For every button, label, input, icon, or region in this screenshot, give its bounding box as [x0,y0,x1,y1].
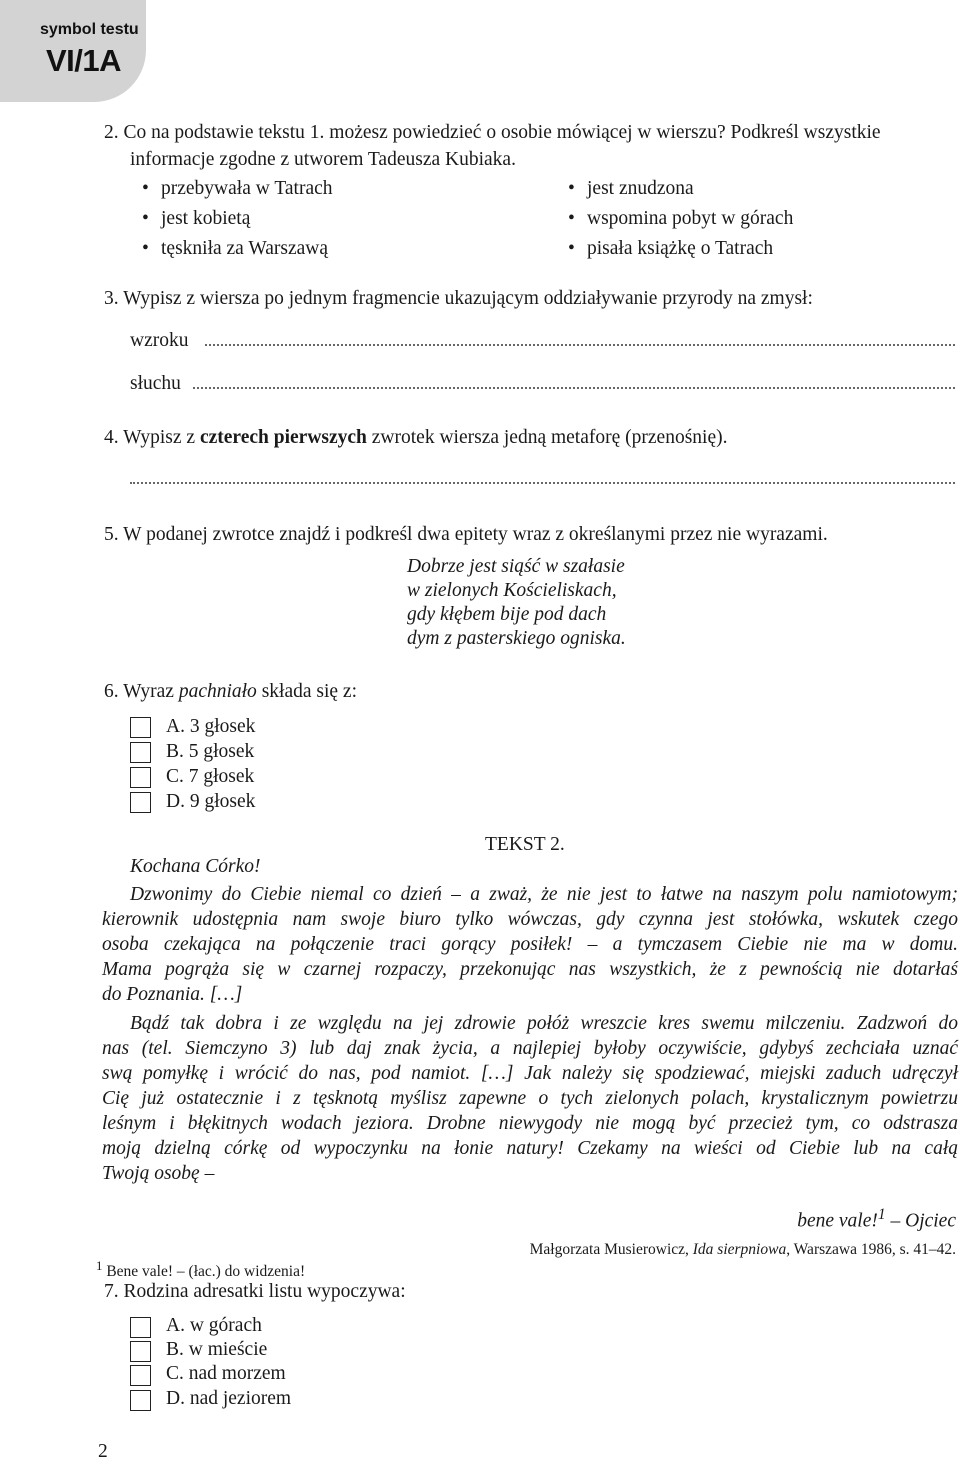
question-7-text: 7. Rodzina adresatki listu wypoczywa: [104,1281,406,1302]
q7-option-a-checkbox[interactable] [130,1317,151,1338]
metaphor-answer-line[interactable] [130,480,955,484]
letter-line: Twoją osobę – [102,1163,215,1184]
letter-line: osoba czekająca na połączenie traci gorący posiłek! – a tymczasem Ciebie nie ma w domu. [102,934,958,955]
letter-greeting: Kochana Córko! [130,856,261,877]
letter-line: kierownik udostępnia nam swoje biuro tylko wówczas, gdy czynna jest stołówka, wskutek czego [102,909,958,930]
q6-option-c-checkbox[interactable] [130,767,151,788]
q7-option-c-label: C. nad morzem [166,1363,286,1384]
poem-line: Dobrze jest siąść w szałasie [407,556,625,577]
hearing-answer-line[interactable] [193,385,955,389]
test-symbol-label: symbol testu [40,21,139,38]
letter-line: Cię już ostatecznie i z tęsknotą myślisz zapewne o tych zielonych polach, krystalicznym powietrzu [102,1088,958,1109]
letter-line: leśnym i błękitnych wodach jeziora. Drobne niewygody nie mogą być przecież tym, co odstrasza [102,1113,958,1134]
q7-option-b-checkbox[interactable] [130,1341,151,1362]
q2-option[interactable]: • tęskniła za Warszawą [142,237,328,260]
q7-option-b-label: B. w mieście [166,1339,268,1360]
letter-line: swą pomyłkę i wrócić do nas, pod namiot. […] Jak należy się spodziewać, miejski zaduch udręczył [102,1063,958,1084]
q6-option-a-checkbox[interactable] [130,717,151,738]
question-3-text: 3. Wypisz z wiersza po jednym fragmencie ukazującym oddziaływanie przyrody na zmysł: [104,288,813,309]
letter-line: nas (tel. Siemczyno 3) lub daj znak życia, a najlepiej byłoby oczywiście, gdybyś zechciała uznać [102,1038,958,1059]
q7-option-d-label: D. nad jeziorem [166,1388,292,1409]
q6-option-d-label: D. 9 głosek [166,791,256,812]
q6-option-b-label: B. 5 głosek [166,741,255,762]
q2-option[interactable]: • pisała książkę o Tatrach [568,237,773,260]
page-number: 2 [98,1441,108,1462]
q2-option[interactable]: • jest kobietą [142,207,250,230]
poem-stanza [407,555,626,651]
q2-option[interactable]: • przebywała w Tatrach [142,177,333,200]
question-2-text-line1: 2. Co na podstawie tekstu 1. możesz powiedzieć o osobie mówiącej w wierszu? Podkreśl wszystkie [104,122,881,143]
sight-field-label: wzroku [130,330,189,351]
q6-option-a-label: A. 3 głosek [166,716,256,737]
poem-line: dym z pasterskiego ogniska. [407,628,626,649]
q7-option-d-checkbox[interactable] [130,1390,151,1411]
hearing-field-label: słuchu [130,373,181,394]
letter-line: Dzwonimy do Ciebie niemal co dzień – a zważ, że nie jest to łatwe na naszym polu namiotowym; [130,884,958,905]
q2-option[interactable]: • wspomina pobyt w górach [568,207,793,230]
q6-option-d-checkbox[interactable] [130,792,151,813]
question-6-text: 6. Wyraz pachniało składa się z: [104,681,357,702]
letter-line: do Poznania. […] [102,984,243,1005]
question-4-text: 4. Wypisz z czterech pierwszych zwrotek wiersza jedną metaforę (przenośnię). [104,427,728,448]
q7-option-c-checkbox[interactable] [130,1365,151,1386]
footnote: $^1$ Bene vale! – (łac.) do widzenia! [96,1258,306,1281]
question-2-text-line2: informacje zgodne z utworem Tadeusza Kubiaka. [130,149,516,170]
poem-line: gdy kłębem bije pod dach [407,604,607,625]
question-5-text: 5. W podanej zwrotce znajdź i podkreśl dwa epitety wraz z określanymi przez nie wyrazami. [104,524,828,545]
letter-line: Mama pogrąża się w czarnej rozpaczy, przekonując nas wszystkich, że z pewnością nie dotarłaś [102,959,958,980]
text-2-heading: TEKST 2. [485,834,565,855]
test-symbol-code: VI/1A [46,43,122,78]
test-symbol-badge [0,0,146,102]
sight-answer-line[interactable] [205,342,955,346]
q6-option-b-checkbox[interactable] [130,742,151,763]
footnote-reference: 1 [877,1206,886,1223]
source-citation: Małgorzata Musierowicz, Ida sierpniowa, Warszawa 1986, s. 41–42. [529,1241,956,1258]
letter-signoff: bene vale!$^1$ – Ojciec [797,1206,956,1232]
letter-line: Bądź tak dobra i ze względu na jej zdrowie połóż wreszcie kres swemu milczeniu. Zadzwoń do [130,1013,958,1034]
q7-option-a-label: A. w górach [166,1315,262,1336]
letter-line: moją dzielną córkę od wypoczynku na łonie natury! Czekamy na wieści od Ciebie lub na całą [102,1138,958,1159]
q2-option[interactable]: • jest znudzona [568,177,694,200]
q6-option-c-label: C. 7 głosek [166,766,255,787]
poem-line: w zielonych Kościeliskach, [407,580,617,601]
